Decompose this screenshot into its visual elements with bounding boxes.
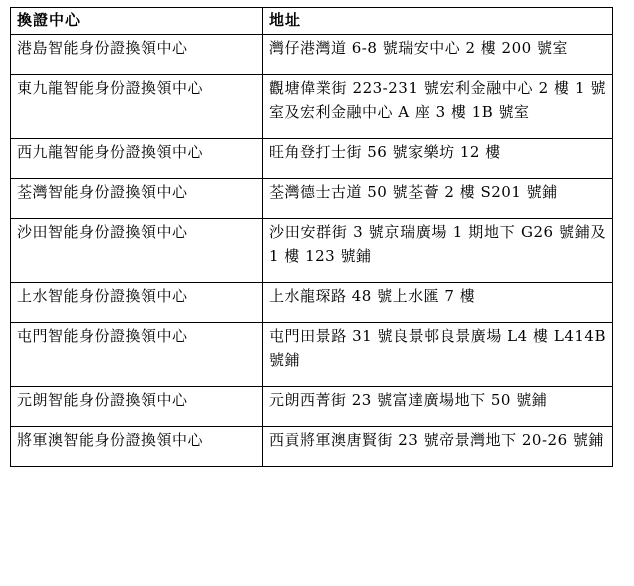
header-address: 地址: [263, 8, 613, 35]
center-address: 灣仔港灣道 6-8 號瑞安中心 2 樓 200 號室: [263, 35, 613, 75]
table-header-row: [11, 8, 613, 35]
center-address: 西貢將軍澳唐賢街 23 號帝景灣地下 20-26 號鋪: [263, 427, 613, 467]
table-row: [11, 427, 613, 467]
centers-table: [10, 7, 613, 467]
center-address: 屯門田景路 31 號良景邨良景廣場 L4 樓 L414B 號鋪: [263, 323, 613, 387]
center-name: 將軍澳智能身份證換領中心: [11, 427, 263, 467]
header-center: 換證中心: [11, 8, 263, 35]
table-row: [11, 75, 613, 139]
center-name: 元朗智能身份證換領中心: [11, 387, 263, 427]
table-row: [11, 139, 613, 179]
table-row: [11, 179, 613, 219]
table-row: [11, 283, 613, 323]
center-address: 沙田安群街 3 號京瑞廣場 1 期地下 G26 號鋪及 1 樓 123 號鋪: [263, 219, 613, 283]
center-name: 西九龍智能身份證換領中心: [11, 139, 263, 179]
center-name: 荃灣智能身份證換領中心: [11, 179, 263, 219]
center-address: 旺角登打士街 56 號家樂坊 12 樓: [263, 139, 613, 179]
center-name: 東九龍智能身份證換領中心: [11, 75, 263, 139]
center-name: 上水智能身份證換領中心: [11, 283, 263, 323]
table-row: [11, 387, 613, 427]
center-address: 觀塘偉業街 223-231 號宏利金融中心 2 樓 1 號室及宏利金融中心 A 座 3 樓 1B 號室: [263, 75, 613, 139]
table-row: [11, 323, 613, 387]
centers-table-container: [10, 7, 613, 467]
center-address: 元朗西菁街 23 號富達廣場地下 50 號鋪: [263, 387, 613, 427]
center-name: 沙田智能身份證換領中心: [11, 219, 263, 283]
center-name: 港島智能身份證換領中心: [11, 35, 263, 75]
table-row: [11, 219, 613, 283]
table-row: [11, 35, 613, 75]
center-name: 屯門智能身份證換領中心: [11, 323, 263, 387]
center-address: 上水龍琛路 48 號上水匯 7 樓: [263, 283, 613, 323]
center-address: 荃灣德士古道 50 號荃薈 2 樓 S201 號鋪: [263, 179, 613, 219]
